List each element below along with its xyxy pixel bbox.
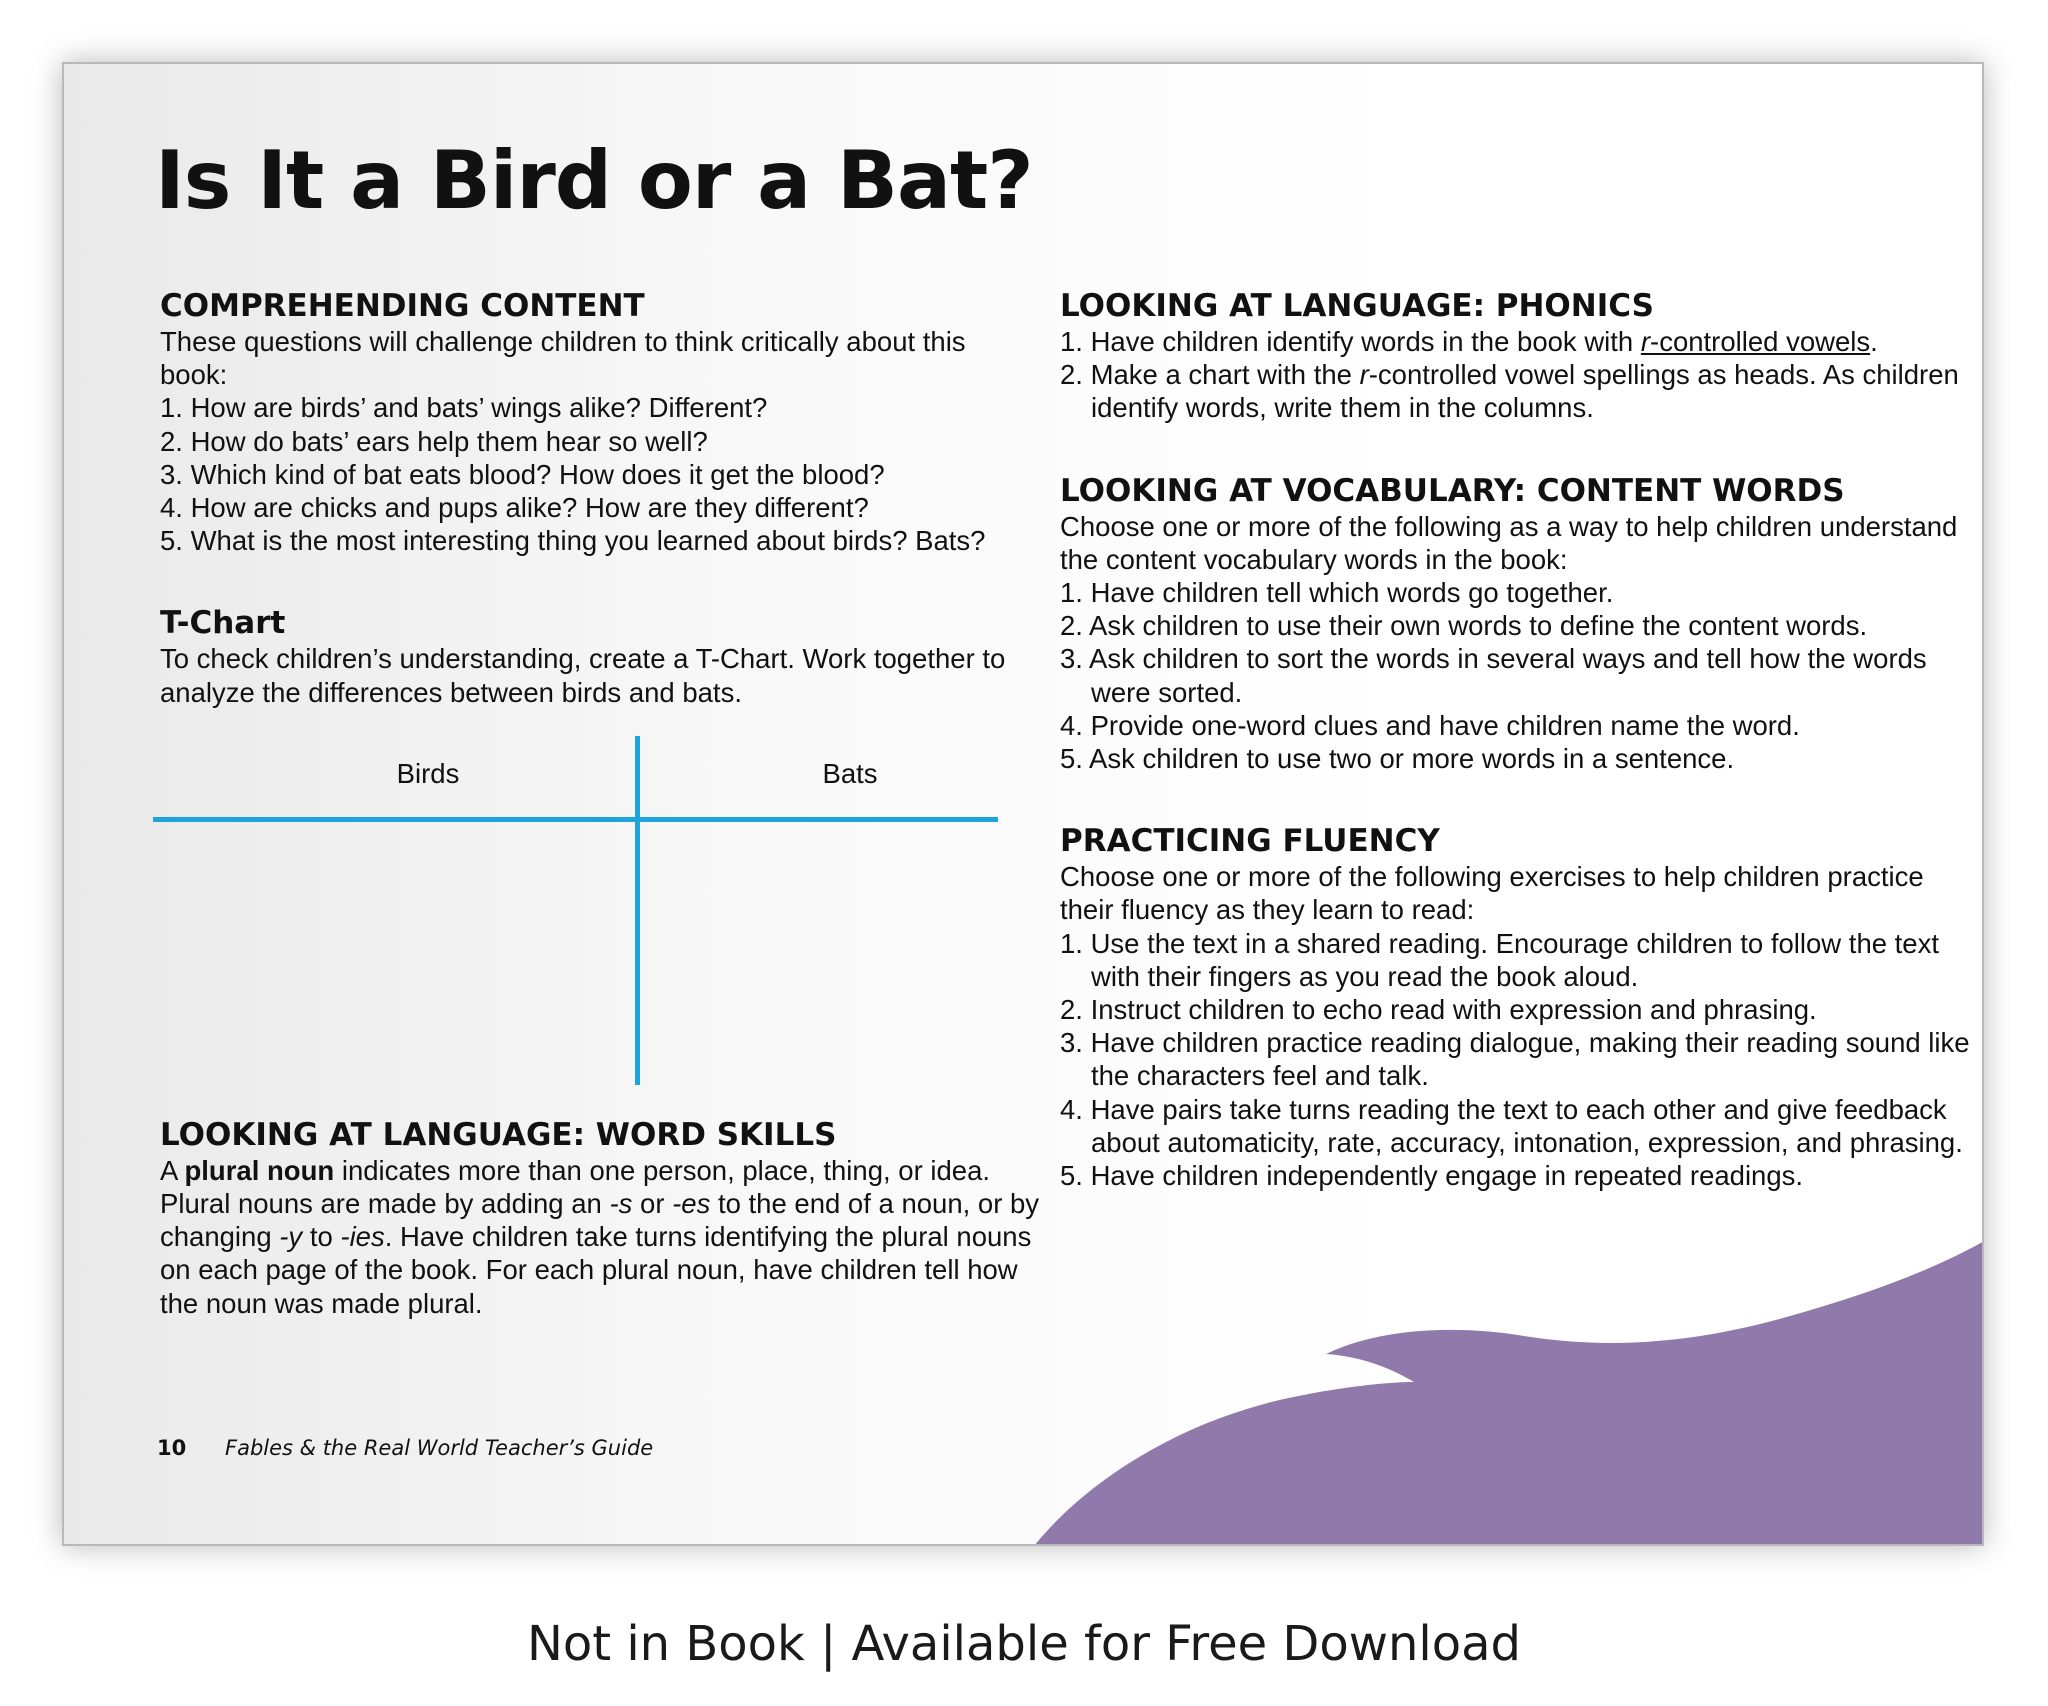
text-run: or	[632, 1188, 673, 1220]
t-chart-label-bats: Bats	[822, 757, 878, 789]
word-skills-section	[160, 1116, 1040, 1320]
suffix-s: -s	[609, 1188, 633, 1220]
text-run: 1. Have children identify words in the book with	[1060, 326, 1641, 357]
word-skills-text	[160, 1154, 1040, 1320]
letter-r: r	[1640, 326, 1651, 357]
t-chart-vertical-line	[635, 736, 640, 1085]
vocabulary-intro: Choose one or more of the following as a way to help children understand the content vocabulary words in the book:	[1060, 510, 1958, 575]
list-item: 3. Have children practice reading dialogue, making their reading sound like the characters feel and talk.	[1060, 1027, 1970, 1092]
text-run: to	[302, 1221, 341, 1253]
phonics-heading: LOOKING AT LANGUAGE: PHONICS	[1060, 288, 1654, 324]
list-item: 5. Have children independently engage in repeated readings.	[1060, 1160, 1804, 1192]
wave-shape	[1034, 1240, 1984, 1546]
page-title: Is It a Bird or a Bat?	[155, 134, 1033, 227]
text-run: 2. Make a chart with the	[1060, 359, 1360, 391]
footer-guide-title: Fables & the Real World Teacher’s Guide	[225, 1436, 654, 1460]
suffix-ies: -ies	[340, 1221, 385, 1253]
fluency-heading: PRACTICING FLUENCY	[1060, 823, 1440, 860]
list-item: 4. Have pairs take turns reading the text to each other and give feedback about automaticity, rate, accuracy, intonation, expression, and phrasing.	[1060, 1093, 1963, 1158]
t-chart-label-birds: Birds	[396, 757, 460, 789]
guide-page	[62, 62, 1984, 1546]
comprehending-intro: These questions will challenge children to think critically about this book:	[160, 326, 966, 391]
fluency-list	[1060, 927, 1970, 1193]
list-item: 4. Provide one-word clues and have children name the word.	[1060, 709, 1800, 741]
list-item	[1060, 325, 1970, 358]
list-item: 2. Ask children to use their own words to define the content words.	[1060, 610, 1868, 642]
plural-noun-term: plural noun	[184, 1154, 335, 1186]
suffix-es: -es	[672, 1188, 711, 1220]
list-item: 5. What is the most interesting thing you learned about birds? Bats?	[160, 525, 986, 557]
text-run: -controlled vowel spellings as heads. As children identify words, write them in the columns.	[1091, 359, 1959, 424]
text-run: A	[160, 1154, 185, 1186]
list-item: 2. How do bats’ ears help them hear so well?	[160, 425, 708, 457]
word-skills-heading: LOOKING AT LANGUAGE: WORD SKILLS	[160, 1116, 837, 1153]
fluency-intro: Choose one or more of the following exercises to help children practice their fluency as they learn to read:	[1060, 861, 1924, 926]
tchart-section	[160, 604, 1040, 1115]
text-run: indicates more than one person, place, thing, or idea. Plural nouns are made by adding an	[160, 1154, 991, 1220]
comprehending-list	[160, 391, 1040, 557]
comprehending-heading: COMPREHENDING CONTENT	[160, 288, 645, 324]
fluency-section	[1060, 822, 1970, 1192]
list-item: 3. Ask children to sort the words in several ways and tell how the words were sorted.	[1060, 643, 1927, 708]
text-run: to the end of a noun, or by changing	[160, 1188, 1040, 1253]
list-item	[1060, 358, 1970, 424]
text-run: . Have children take turns identifying the plural nouns on each page of the book. For each plural noun, have children tell how the noun was made plural.	[160, 1221, 1032, 1319]
comprehending-section	[160, 287, 1040, 557]
list-item: 4. How are chicks and pups alike? How are they different?	[160, 492, 869, 524]
page-number: 10	[157, 1436, 187, 1460]
vocabulary-list	[1060, 576, 1970, 775]
phonics-list	[1060, 325, 1970, 425]
vocabulary-section	[1060, 472, 1970, 776]
left-column	[160, 287, 1040, 1320]
list-item: 2. Instruct children to echo read with expression and phrasing.	[1060, 994, 1817, 1026]
text-run: -controlled vowels	[1650, 326, 1871, 357]
phonics-section	[1060, 287, 1970, 425]
tchart-intro: To check children’s understanding, create a T-Chart. Work together to analyze the differences between birds and bats.	[160, 643, 1006, 708]
text-run: .	[1870, 326, 1878, 357]
r-controlled-vowels-link	[1641, 326, 1870, 357]
list-item: 1. How are birds’ and bats’ wings alike? Different?	[160, 392, 768, 424]
list-item: 3. Which kind of bat eats blood? How does it get the blood?	[160, 458, 885, 490]
t-chart-horizontal-line	[153, 817, 998, 822]
list-item: 1. Use the text in a shared reading. Encourage children to follow the text with their fingers as you read the book aloud.	[1060, 927, 1939, 992]
vocabulary-heading: LOOKING AT VOCABULARY: CONTENT WORDS	[1060, 472, 1845, 509]
list-item: 5. Ask children to use two or more words in a sentence.	[1060, 743, 1735, 775]
letter-r: r	[1359, 359, 1369, 391]
right-column	[1060, 287, 1970, 1192]
download-caption: Not in Book | Available for Free Download	[526, 1616, 1521, 1672]
list-item: 1. Have children tell which words go together.	[1060, 577, 1614, 609]
suffix-y: -y	[279, 1221, 303, 1253]
t-chart	[160, 736, 1040, 1116]
tchart-heading: T-Chart	[160, 605, 286, 642]
